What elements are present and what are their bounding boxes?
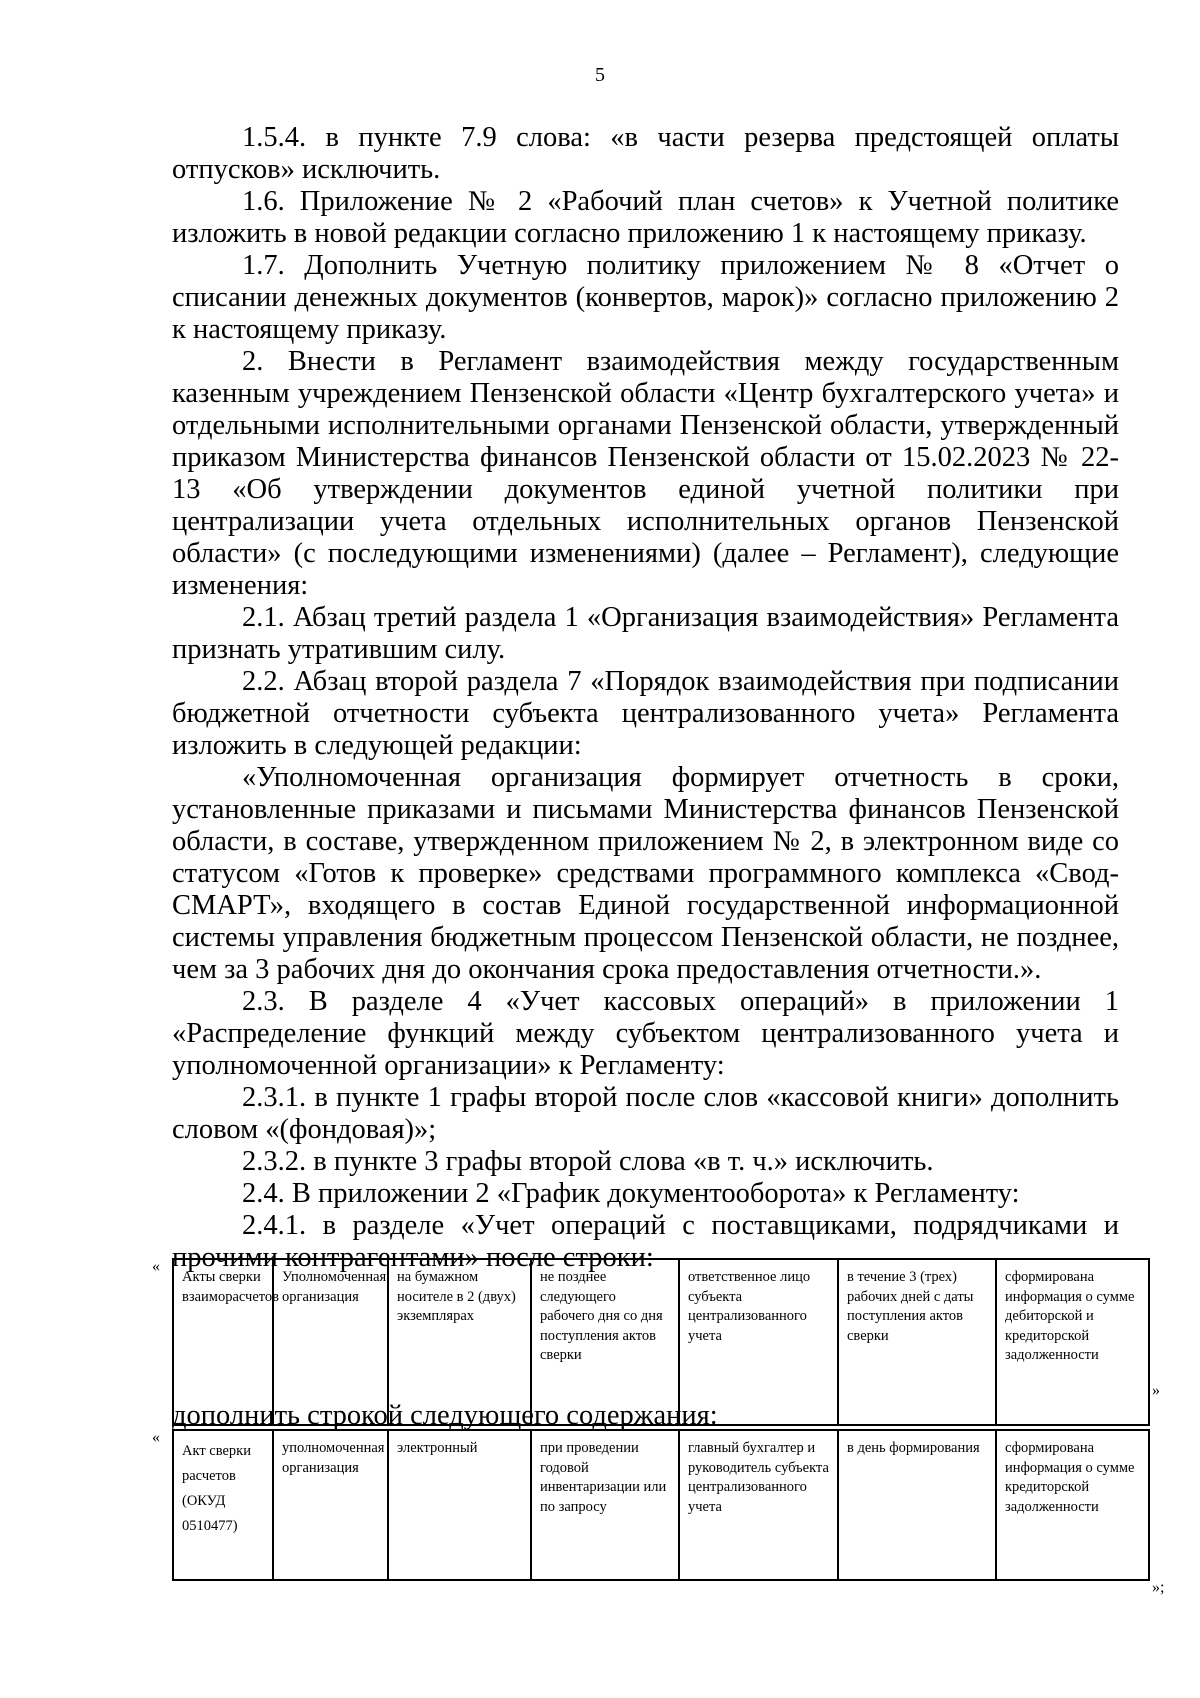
paragraph-quote: «Уполномоченная организация формирует отчетность в сроки, установленные приказами и письмами Министерства финансов Пензенской области, в составе, утвержденном приложением № 2, в электронном виде со статусом «Готов к проверке» средствами программного комплекса «Свод-СМАРТ», входящего в состав Единой государственной информационной системы управления бюджетным процессом Пензенской области, не позднее, чем за 3 рабочих дня до окончания срока предоставления отчетности.». xyxy=(172,762,1119,985)
cell-who-forms: уполномоченная организация xyxy=(273,1430,388,1580)
quote-open-mark: « xyxy=(152,1258,160,1275)
quote-open-mark: « xyxy=(152,1429,160,1446)
paragraph-2-4-1: 2.4.1. в разделе «Учет операций с поставщиками, подрядчиками и прочими контрагентами» после строки: xyxy=(172,1210,1119,1273)
table-row xyxy=(173,1430,1149,1580)
cell-responsible: главный бухгалтер и руководитель субъекта централизованного учета xyxy=(679,1430,838,1580)
paragraph-1-6: 1.6. Приложение № 2 «Рабочий план счетов» к Учетной политике изложить в новой редакции согласно приложению 1 к настоящему приказу. xyxy=(172,186,1119,249)
quote-close-mark: » xyxy=(1152,1382,1160,1399)
between-tables-text: дополнить строкой следующего содержания: xyxy=(172,1400,718,1431)
paragraph-2-1: 2.1. Абзац третий раздела 1 «Организация взаимодействия» Регламента признать утратившим силу. xyxy=(172,602,1119,665)
new-row-table xyxy=(152,1429,1165,1596)
cell-responsible: ответственное лицо субъекта централизованного учета xyxy=(679,1259,838,1425)
cell-who-forms: Уполномоченная организация xyxy=(273,1259,388,1425)
cell-deadline: не позднее следующего рабочего дня со дня поступления актов сверки xyxy=(531,1259,679,1425)
paragraph-2-3: 2.3. В разделе 4 «Учет кассовых операций» в приложении 1 «Распределение функций между субъектом централизованного учета и уполномоченной организации» к Регламенту: xyxy=(172,986,1119,1081)
quote-close-mark: »; xyxy=(1152,1579,1165,1596)
cell-result: сформирована информация о сумме кредиторской задолженности xyxy=(996,1430,1149,1580)
cell-processing-term: в течение 3 (трех) рабочих дней с даты поступления актов сверки xyxy=(838,1259,996,1425)
cell-deadline: при проведении годовой инвентаризации или по запросу xyxy=(531,1430,679,1580)
page-number: 5 xyxy=(595,64,605,86)
cell-result: сформирована информация о сумме дебиторской и кредиторской задолженности xyxy=(996,1259,1149,1425)
cell-form: на бумажном носителе в 2 (двух) экземплярах xyxy=(388,1259,531,1425)
cell-document: Акты сверки взаиморасчетов xyxy=(173,1259,273,1425)
cell-processing-term: в день формирования xyxy=(838,1430,996,1580)
paragraph-2-2: 2.2. Абзац второй раздела 7 «Порядок взаимодействия при подписании бюджетной отчетности субъекта централизованного учета» Регламента изложить в следующей редакции: xyxy=(172,666,1119,761)
cell-document: Акт сверки расчетов (ОКУД 0510477) xyxy=(173,1430,273,1580)
paragraph-2-3-2: 2.3.2. в пункте 3 графы второй слова «в т. ч.» исключить. xyxy=(242,1146,934,1177)
paragraph-2-3-1: 2.3.1. в пункте 1 графы второй после слов «кассовой книги» дополнить словом «(фондовая)»; xyxy=(172,1082,1119,1145)
document-body xyxy=(172,122,1119,1274)
cell-form: электронный xyxy=(388,1430,531,1580)
paragraph-2-4: 2.4. В приложении 2 «График документооборота» к Регламенту: xyxy=(242,1178,1020,1209)
document-flow-table-new xyxy=(172,1429,1150,1581)
paragraph-1-5-4: 1.5.4. в пункте 7.9 слова: «в части резерва предстоящей оплаты отпусков» исключить. xyxy=(172,122,1119,185)
paragraph-1-7: 1.7. Дополнить Учетную политику приложением № 8 «Отчет о списании денежных документов (конвертов, марок)» согласно приложению 2 к настоящему приказу. xyxy=(172,250,1119,345)
paragraph-2: 2. Внести в Регламент взаимодействия между государственным казенным учреждением Пензенской области «Центр бухгалтерского учета» и отдельными исполнительными органами Пензенской области, утвержденный приказом Министерства финансов Пензенской области от 15.02.2023 № 22-13 «Об утверждении документов единой учетной политики при централизации учета отдельных исполнительных органов Пензенской области» (с последующими изменениями) (далее – Регламент), следующие изменения: xyxy=(172,346,1119,601)
